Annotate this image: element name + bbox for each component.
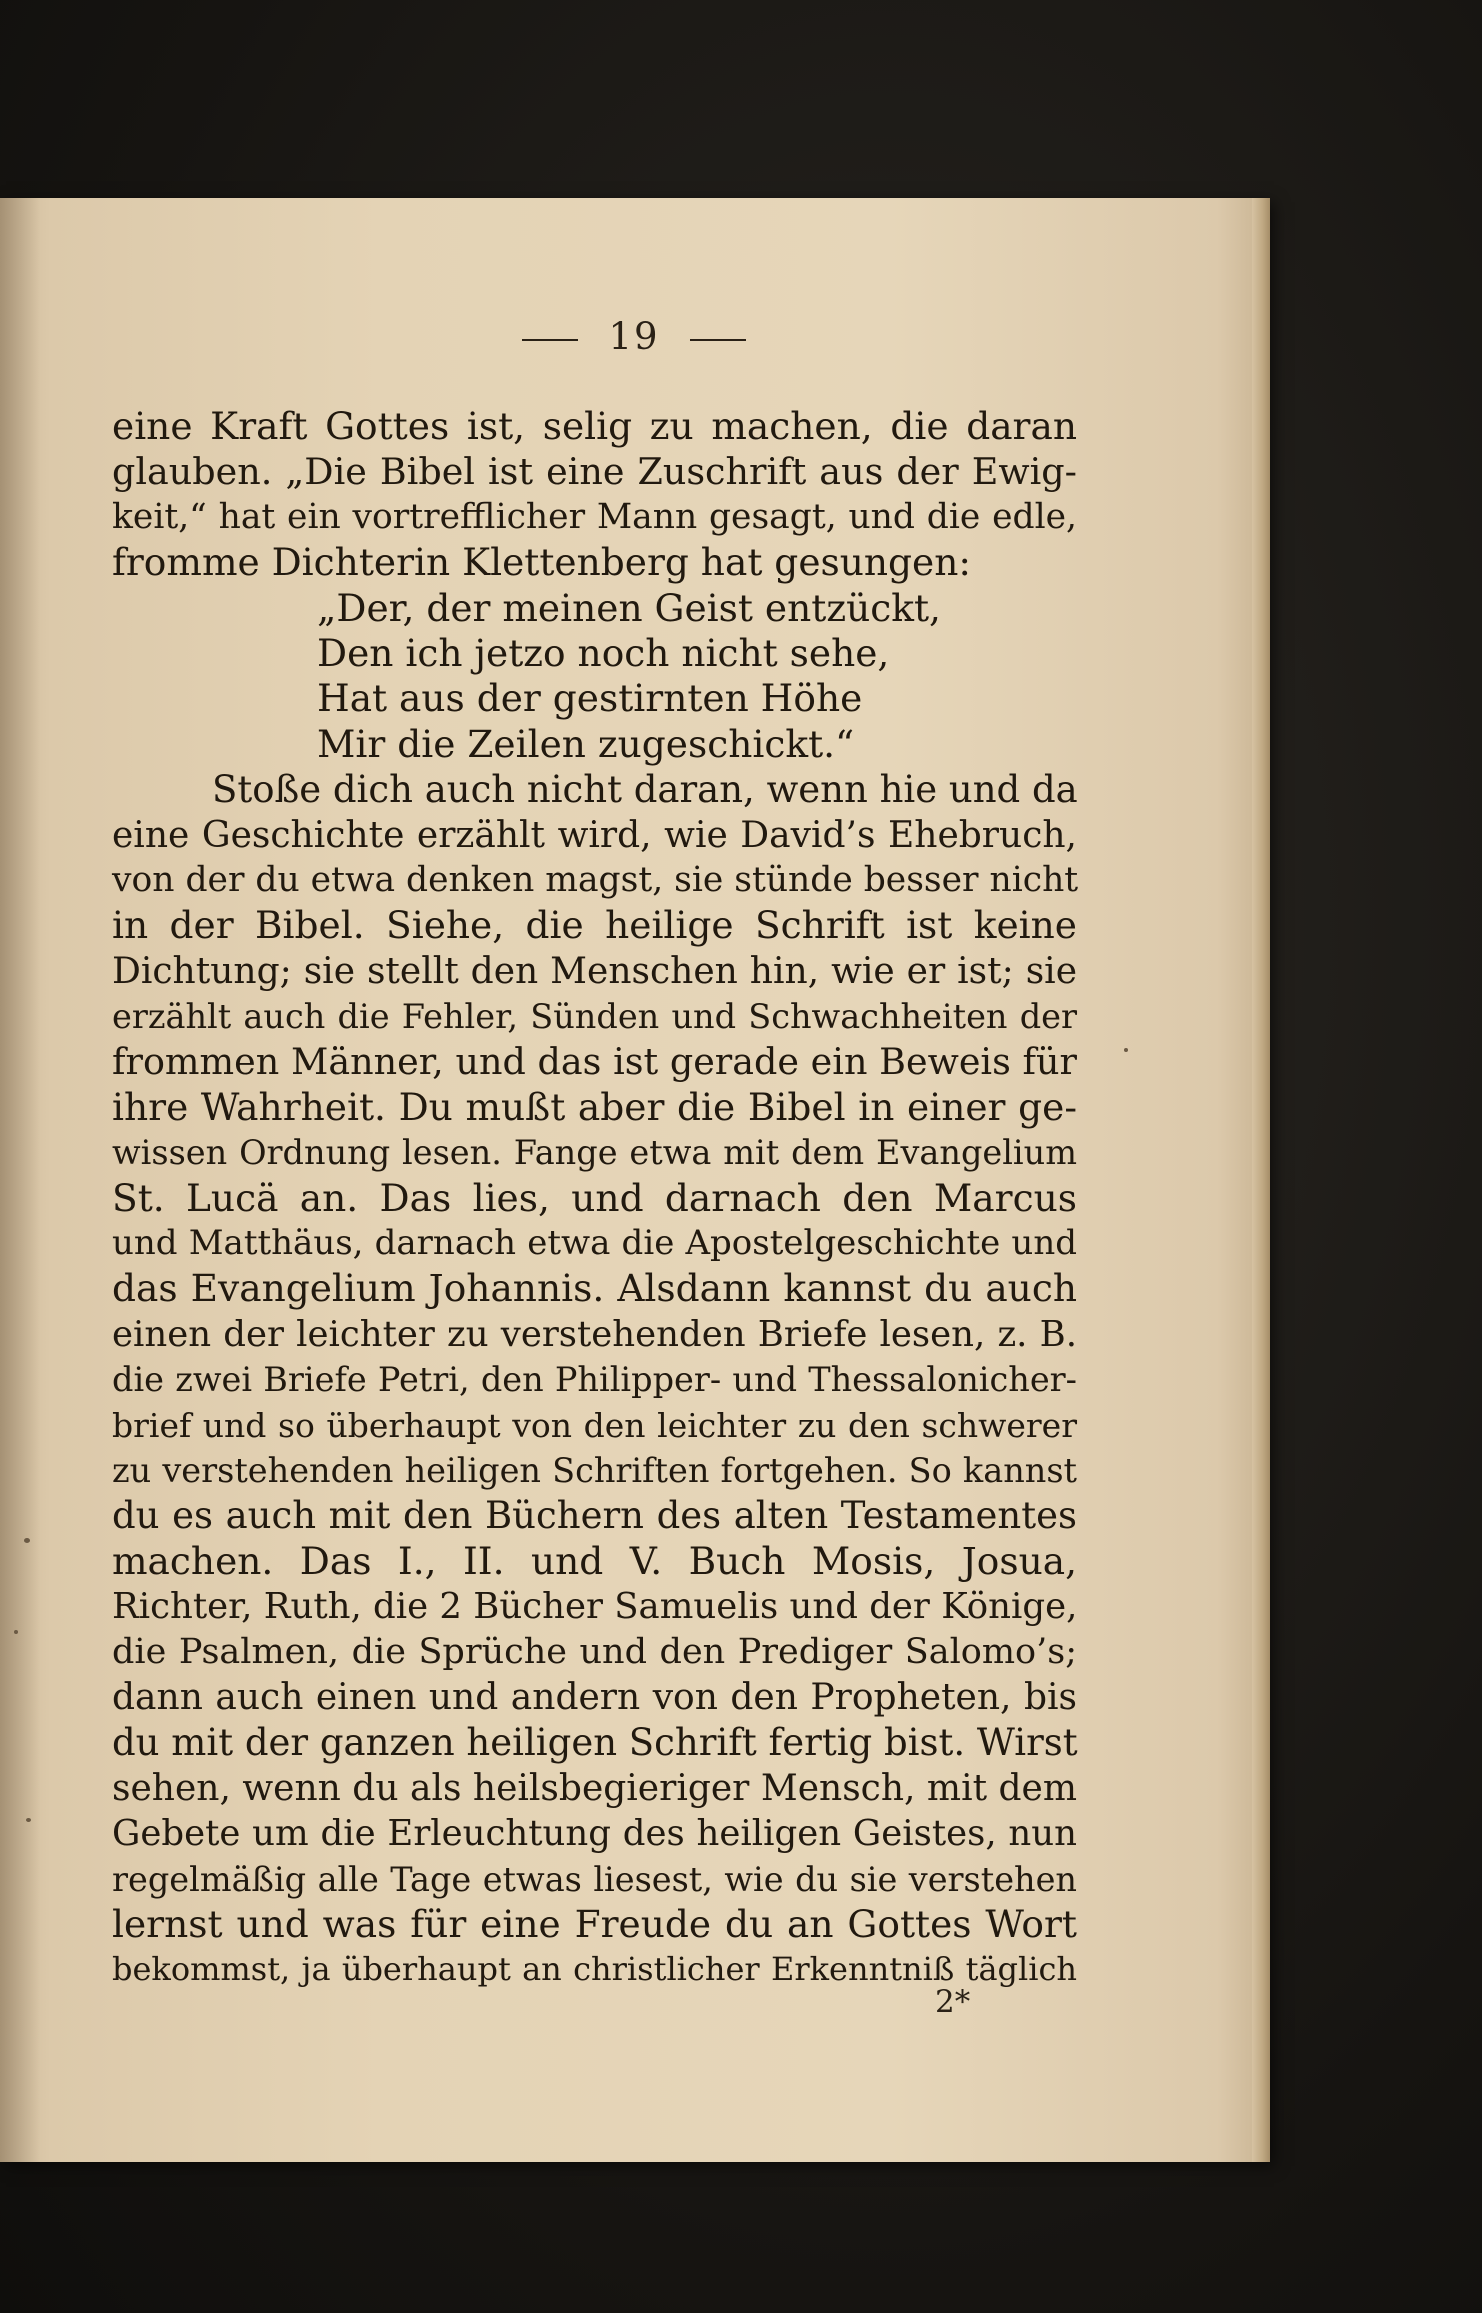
text-line: einen der leichter zu verstehenden Briefe lesen, z. B. bbox=[112, 1313, 1077, 1355]
text-line: Richter, Ruth, die 2 Bücher Samuelis und der Könige, bbox=[112, 1586, 1078, 1628]
text-line: und Matthäus, darnach etwa die Apostelgeschichte und bbox=[112, 1223, 1077, 1264]
verse-line: „Der, der meinen Geist entzückt, bbox=[317, 585, 941, 630]
text-line: das Evangelium Johannis. Alsdann kannst du auch bbox=[112, 1266, 1077, 1311]
text-line: ihre Wahrheit. Du mußt aber die Bibel in einer ge- bbox=[112, 1084, 1077, 1129]
paper-speck bbox=[1124, 1048, 1128, 1052]
signature-mark: 2* bbox=[935, 1984, 971, 2020]
text-line: du es auch mit den Büchern des alten Testamentes bbox=[112, 1494, 1077, 1538]
text-line: bekommst, ja überhaupt an christlicher Erkenntniß täglich bbox=[112, 1950, 1077, 1989]
verse-line: Den ich jetzo noch nicht sehe, bbox=[317, 630, 890, 675]
page-edge bbox=[1252, 198, 1270, 2162]
text-line: die Psalmen, die Sprüche und den Prediger Salomo’s; bbox=[112, 1631, 1077, 1672]
verse-line: Mir die Zeilen zugeschickt.“ bbox=[317, 721, 855, 766]
text-line: dann auch einen und andern von den Propheten, bis bbox=[112, 1676, 1077, 1718]
text-line: die zwei Briefe Petri, den Philipper- und Thessalonicher- bbox=[112, 1360, 1077, 1400]
page-number: 19 bbox=[608, 315, 660, 358]
header-dash-right bbox=[690, 339, 746, 341]
paper-speck bbox=[24, 1538, 30, 1543]
text-line: machen. Das I., II. und V. Buch Mosis, Josua, bbox=[112, 1538, 1077, 1583]
page-header bbox=[0, 315, 1268, 358]
header-dash-left bbox=[522, 339, 578, 341]
text-line: erzählt auch die Fehler, Sünden und Schwachheiten der bbox=[112, 997, 1077, 1037]
text-line: in der Bibel. Siehe, die heilige Schrift ist keine bbox=[112, 903, 1077, 948]
text-line: eine Geschichte erzählt wird, wie David’s Ehebruch, bbox=[112, 814, 1077, 856]
text-line: Dichtung; sie stellt den Menschen hin, wie er ist; sie bbox=[112, 950, 1077, 992]
text-line: wissen Ordnung lesen. Fange etwa mit dem Evangelium bbox=[112, 1133, 1077, 1173]
text-line: glauben. „Die Bibel ist eine Zuschrift aus der Ewig- bbox=[112, 450, 1077, 494]
text-line: frommen Männer, und das ist gerade ein Beweis für bbox=[112, 1040, 1077, 1084]
text-line: eine Kraft Gottes ist, selig zu machen, die daran bbox=[112, 404, 1077, 448]
text-line: von der du etwa denken magst, sie stünde besser nicht bbox=[112, 859, 1079, 900]
text-line: fromme Dichterin Klettenberg hat gesungen: bbox=[112, 540, 972, 585]
body-text bbox=[112, 404, 1077, 1993]
text-line: Gebete um die Erleuchtung des heiligen Geistes, nun bbox=[112, 1813, 1077, 1855]
text-line: zu verstehenden heiligen Schriften fortgehen. So kannst bbox=[112, 1450, 1077, 1490]
text-line: du mit der ganzen heiligen Schrift fertig bist. Wirst bbox=[112, 1721, 1078, 1765]
paper-speck bbox=[26, 1818, 31, 1822]
text-line: keit,“ hat ein vortrefflicher Mann gesagt, und die edle, bbox=[112, 496, 1077, 537]
text-line: sehen, wenn du als heilsbegieriger Mensch, mit dem bbox=[112, 1767, 1077, 1809]
spine-shadow bbox=[0, 198, 40, 2162]
text-line: brief und so überhaupt von den leichter zu den schwerer bbox=[112, 1405, 1077, 1445]
text-line: Stoße dich auch nicht daran, wenn hie und da bbox=[212, 768, 1078, 812]
text-line: regelmäßig alle Tage etwas liesest, wie du sie verstehen bbox=[112, 1859, 1077, 1899]
paper-speck bbox=[14, 1630, 18, 1634]
text-line: lernst und was für eine Freude du an Gottes Wort bbox=[112, 1901, 1077, 1946]
verse-line: Hat aus der gestirnten Höhe bbox=[317, 676, 863, 721]
text-line: St. Lucä an. Das lies, und darnach den Marcus bbox=[112, 1175, 1077, 1220]
